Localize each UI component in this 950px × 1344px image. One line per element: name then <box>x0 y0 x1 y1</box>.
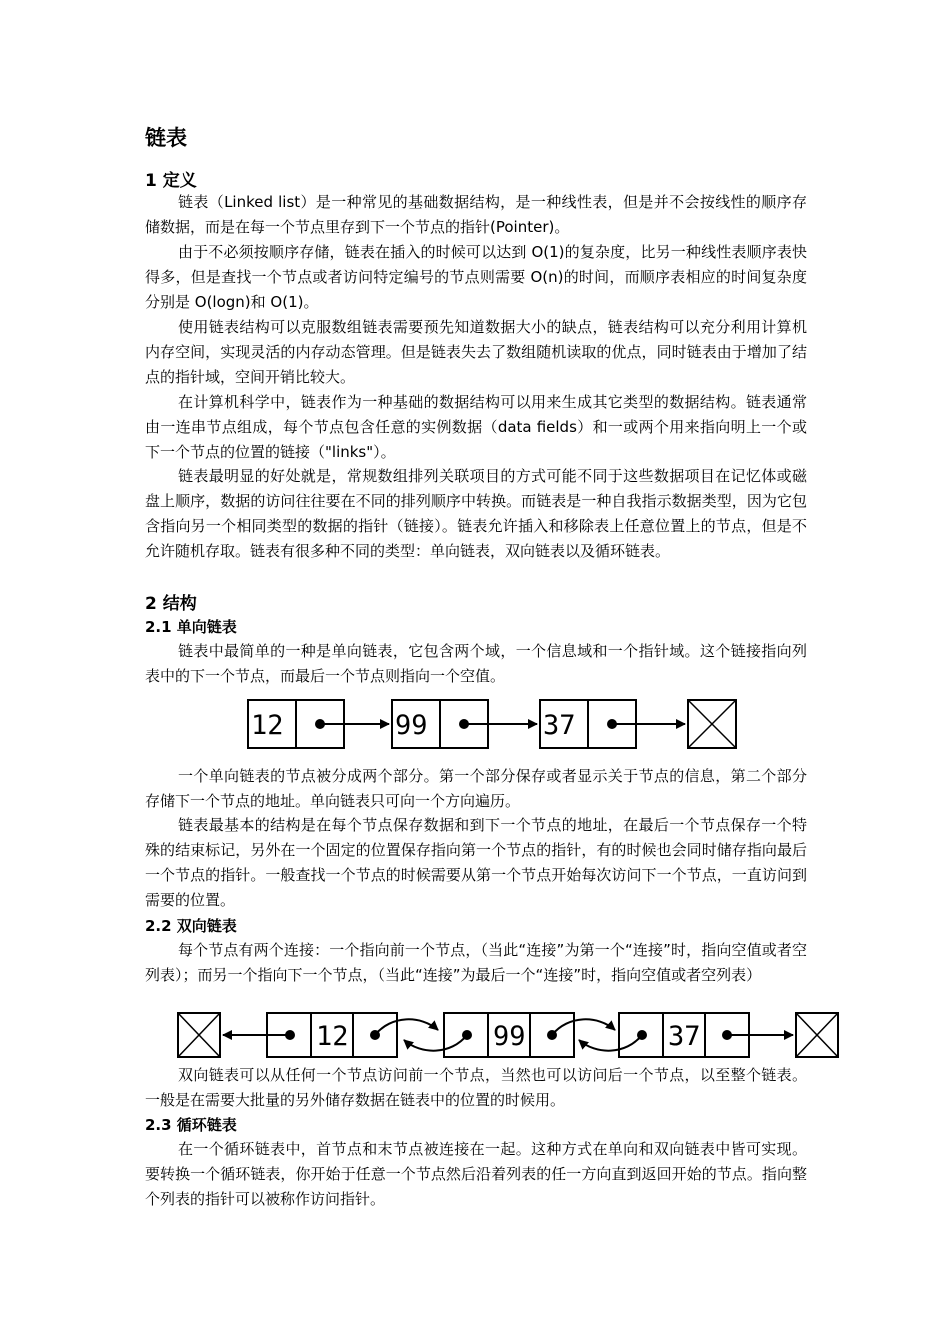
definition-paragraph-3: 使用链表结构可以克服数组链表需要预先知道数据大小的缺点，链表结构可以充分利用计算机内存空间，实现灵活的内存动态管理。但是链表失去了数组随机读取的优点，同时链表由于增加了结点的指针域，空间开销比较大。 <box>145 318 807 386</box>
doubly-node-2 <box>444 1013 574 1057</box>
doubly-after-paragraph: 双向链表可以从任何一个节点访问前一个节点，当然也可以访问后一个节点，以至整个链表。一般是在需要大批量的另外储存数据在链表中的位置的时候用。 <box>145 1066 807 1109</box>
next-arrow-icon <box>552 1019 615 1035</box>
null-terminator-icon <box>688 700 736 748</box>
singly-node-1 <box>248 700 389 748</box>
definition-paragraph-2: 由于不必须按顺序存储，链表在插入的时候可以达到 O(1)的复杂度，比另一种线性表顺序表快得多，但是查找一个节点或者访问特定编号的节点则需要 O(n)的时间，而顺序表相应的时间复杂度分别是 O(logn)和 O(1)。 <box>145 243 807 311</box>
prev-arrow-icon <box>404 1035 467 1051</box>
pointer-dot-icon <box>637 1030 647 1040</box>
definition-paragraph-4: 在计算机科学中，链表作为一种基础的数据结构可以用来生成其它类型的数据结构。链表通常由一连串节点组成，每个节点包含任意的实例数据（data fields）和一或两个用来指向明上一个或下一个节点的位置的链接（"links"）。 <box>145 393 807 461</box>
prev-arrow-icon <box>579 1035 642 1051</box>
circular-paragraph: 在一个循环链表中，首节点和末节点被连接在一起。这种方式在单向和双向链表中皆可实现。要转换一个循环链表，你开始于任意一个节点然后沿着列表的任一方向直到返回开始的节点。指向整个列表的指针可以被称作访问指针。 <box>145 1140 807 1208</box>
doubly-linked-list-diagram <box>176 1010 840 1060</box>
singly-node-2 <box>392 700 537 748</box>
singly-node-value: 37 <box>543 710 576 741</box>
singly-linked-list-diagram <box>246 698 739 750</box>
next-arrow-icon <box>375 1019 438 1035</box>
subsection-heading-singly: 2.1 单向链表 <box>145 618 237 636</box>
doubly-node-1 <box>267 1013 397 1057</box>
singly-node-3 <box>540 700 685 748</box>
doubly-node-value: 99 <box>493 1021 526 1052</box>
pointer-dot-icon <box>462 1030 472 1040</box>
singly-paragraph-2: 链表最基本的结构是在每个节点保存数据和到下一个节点的地址，在最后一个节点保存一个特殊的结束标记，另外在一个固定的位置保存指向第一个节点的指针，有的时候也会同时储存指向最后一个节点的指针。一般查找一个节点的时候需要从第一个节点开始每次访问下一个节点，一直访问到需要的位置。 <box>145 816 807 909</box>
doubly-intro-paragraph: 每个节点有两个连接：一个指向前一个节点，（当此“连接”为第一个“连接”时，指向空值或者空列表）；而另一个指向下一个节点，（当此“连接”为最后一个“连接”时，指向空值或者空列表） <box>145 941 807 984</box>
doubly-node-value: 37 <box>668 1021 701 1052</box>
null-terminator-left-icon <box>178 1013 220 1057</box>
subsection-heading-circular: 2.3 循环链表 <box>145 1116 237 1134</box>
section-heading-structure: 2 结构 <box>145 594 197 614</box>
doubly-node-value: 12 <box>316 1021 349 1052</box>
definition-paragraph-1: 链表（Linked list）是一种常见的基础数据结构，是一种线性表，但是并不会按线性的顺序存储数据，而是在每一个节点里存到下一个节点的指针(Pointer)。 <box>145 193 807 236</box>
definition-paragraph-5: 链表最明显的好处就是，常规数组排列关联项目的方式可能不同于这些数据项目在记忆体或磁盘上顺序，数据的访问往往要在不同的排列顺序中转换。而链表是一种自我指示数据类型，因为它包含指向另一个相同类型的数据的指针（链接）。链表允许插入和移除表上任意位置上的节点，但是不允许随机存取。链表有很多种不同的类型：单向链表，双向链表以及循环链表。 <box>145 467 807 560</box>
singly-node-value: 12 <box>251 710 284 741</box>
section-heading-definition: 1 定义 <box>145 171 197 191</box>
singly-node-value: 99 <box>395 710 428 741</box>
null-terminator-right-icon <box>796 1013 838 1057</box>
pointer-dot-icon <box>285 1030 295 1040</box>
singly-paragraph-1: 一个单向链表的节点被分成两个部分。第一个部分保存或者显示关于节点的信息，第二个部分存储下一个节点的地址。单向链表只可向一个方向遍历。 <box>145 767 807 810</box>
page-title: 链表 <box>145 126 187 150</box>
singly-intro-paragraph: 链表中最简单的一种是单向链表，它包含两个域，一个信息域和一个指针域。这个链接指向列表中的下一个节点，而最后一个节点则指向一个空值。 <box>145 642 807 685</box>
subsection-heading-doubly: 2.2 双向链表 <box>145 917 237 935</box>
